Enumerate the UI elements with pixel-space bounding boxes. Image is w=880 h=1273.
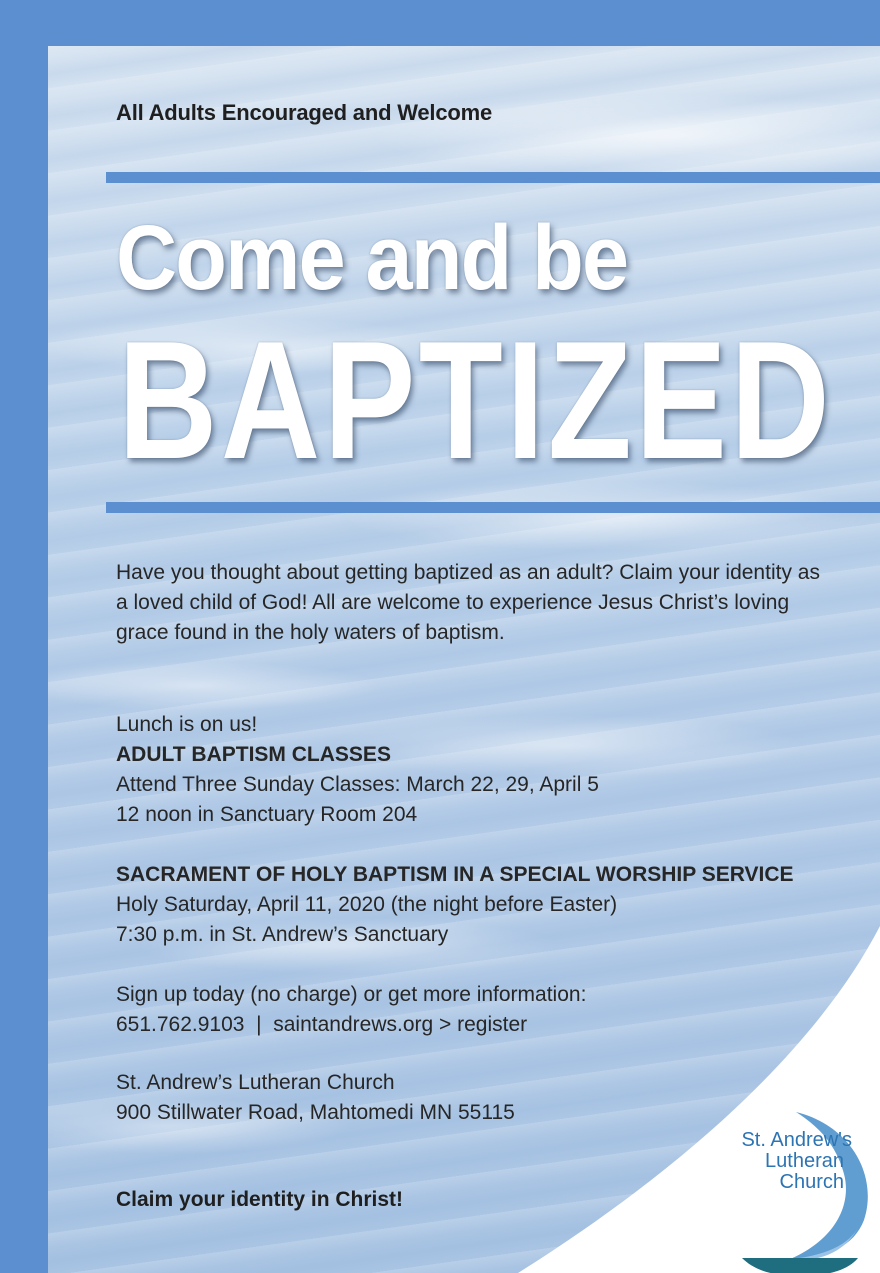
flyer-panel <box>48 46 880 1273</box>
headline-baptized: BAPTIZED <box>118 306 834 494</box>
intro-paragraph: Have you thought about getting baptized as an adult? Claim your identity as a loved child of God! All are welcome to experience Jesus Christ’s loving grace found in the holy waters of baptism. <box>116 561 820 644</box>
contact-line: 651.762.9103 | saintandrews.org > register <box>116 1013 528 1036</box>
church-street: 900 Stillwater Road, Mahtomedi MN 55115 <box>116 1101 515 1124</box>
lunch-note: Lunch is on us! <box>116 713 258 736</box>
signup-line: Sign up today (no charge) or get more information: <box>116 983 587 1006</box>
classes-heading: ADULT BAPTISM CLASSES <box>116 743 391 766</box>
headline-come-and-be: Come and be <box>116 207 628 309</box>
logo-line-2: Lutheran <box>765 1150 844 1172</box>
church-logo <box>668 1108 880 1273</box>
sacrament-heading: SACRAMENT OF HOLY BAPTISM IN A SPECIAL WORSHIP SERVICE <box>116 863 794 886</box>
sacrament-time-place: 7:30 p.m. in St. Andrew’s Sanctuary <box>116 923 449 946</box>
sacrament-date: Holy Saturday, April 11, 2020 (the night before Easter) <box>116 893 618 916</box>
kicker-text: All Adults Encouraged and Welcome <box>116 100 493 125</box>
church-name: St. Andrew’s Lutheran Church <box>116 1071 395 1094</box>
address-section <box>116 1068 515 1128</box>
logo-line-1: St. Andrew's <box>741 1129 852 1151</box>
classes-dates: Attend Three Sunday Classes: March 22, 29, April 5 <box>116 773 599 796</box>
signup-section <box>116 980 586 1040</box>
bottom-rule <box>106 502 880 513</box>
logo-line-3: Church <box>779 1171 844 1193</box>
classes-section <box>116 710 599 830</box>
sacrament-section <box>116 860 794 950</box>
top-rule <box>106 172 880 183</box>
tagline: Claim your identity in Christ! <box>116 1188 404 1211</box>
logo-wordmark <box>741 1130 852 1193</box>
classes-time-place: 12 noon in Sanctuary Room 204 <box>116 803 418 826</box>
